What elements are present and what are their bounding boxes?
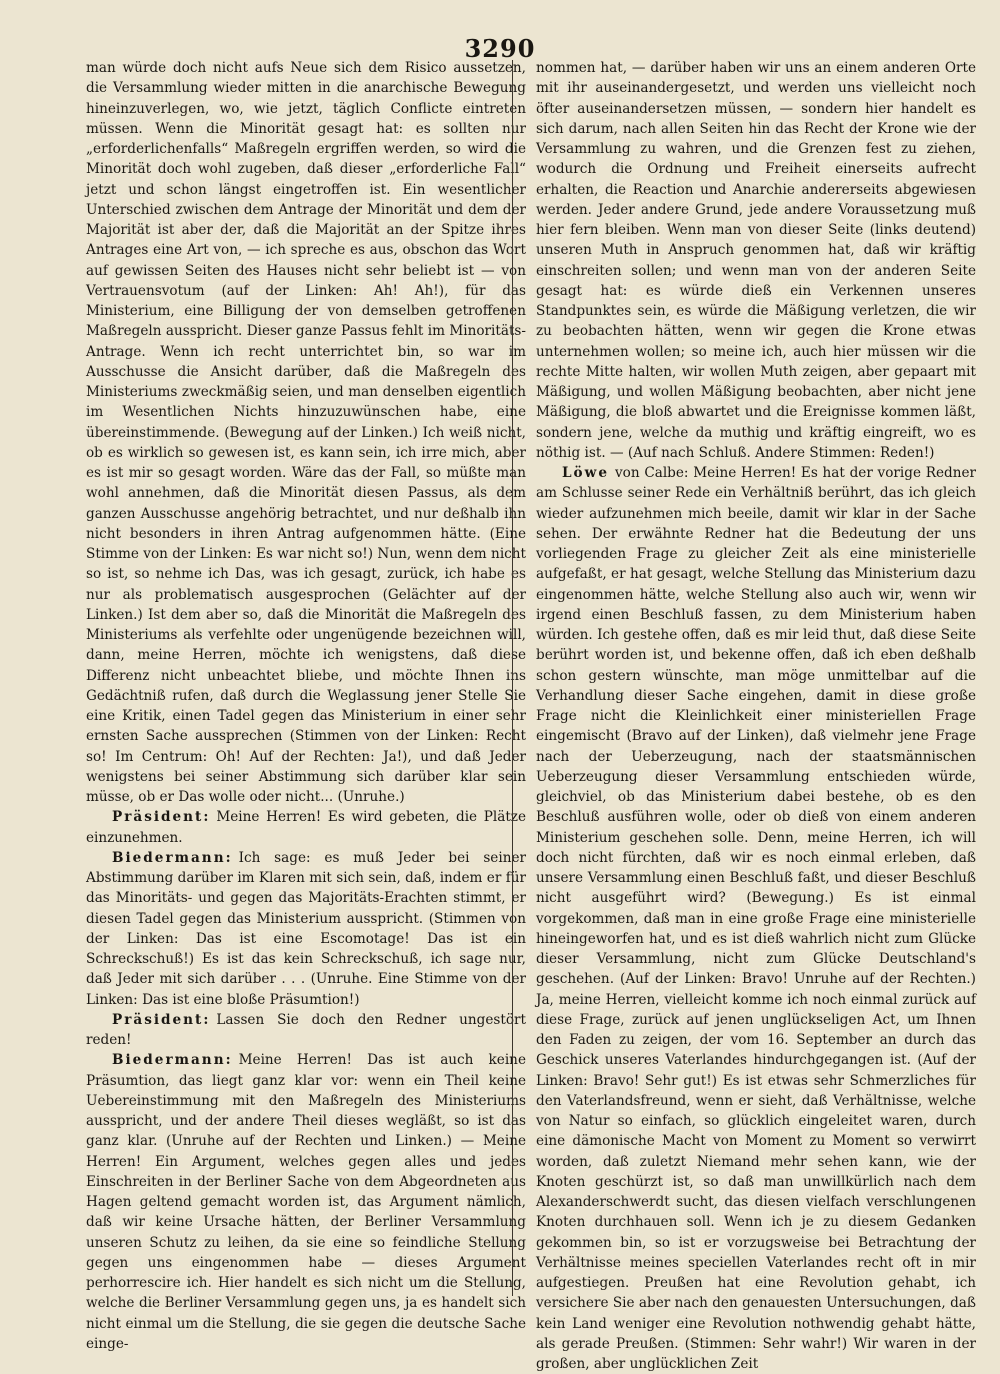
paragraph: nommen hat, — darüber haben wir uns an einem anderen Orte mit ihr auseinandergesetzt, und werden uns vielleicht noch öfter auseinandersetzen müssen, — sondern hier handelt es sich darum, nach allen Seiten hin das Recht der Krone wie der Versammlung zu wahren, und die Grenzen fest zu ziehen, wodurch die Ordnung und Freiheit einerseits aufrecht erhalten, die Reaction und Anarchie andererseits abgewiesen werden. Jeder andere Grund, jede andere Voraussetzung muß hier fern bleiben. Wenn man von dieser Seite (links deutend) unseren Muth in Anspruch genommen hat, daß wir kräftig einschreiten sollen; und wenn man von der anderen Seite gesagt hat: es würde dieß ein Verkennen unseres Standpunktes sein, es würde die Mäßigung verletzen, die wir zu beobachten hätten, wenn wir gegen die Krone etwas unternehmen wollen; so meine ich, auch hier müssen wir die rechte Mitte halten, wir wollen Muth zeigen, aber gepaart mit Mäßigung, und wollen Mäßigung beobachten, aber nicht jene Mäßigung, die bloß abwartet und die Ereignisse kommen läßt, sondern jene, welche da muthig und kräftig eingreift, wo es nöthig ist. — (Auf nach Schluß. Andere Stimmen: Reden!) [536,60,976,461]
speaker-name: Biedermann: [112,1052,233,1069]
column-divider [512,60,513,1296]
left-column [86,58,526,1354]
speaker-name: Löwe [562,465,609,481]
paragraph: man würde doch nicht aufs Neue sich dem Risico aussetzen, die Versammlung wieder mitten in die anarchische Bewegung hineinzuverlegen, wo, wie jetzt, täglich Conflicte eintreten müssen. Wenn die Minorität gesagt hat: es sollten nur „erforderlichenfalls“ Maßregeln ergriffen werden, so wird die Minorität doch wohl zugeben, daß dieser „erforderliche Fall“ jetzt und schon längst eingetroffen ist. Ein wesentlicher Unterschied zwischen dem Antrage der Minorität und dem der Majorität ist aber der, daß die Majorität an der Spitze ihres Antrages eine Art von, — ich spreche es aus, obschon das Wort auf gewissen Seiten des Hauses nicht sehr beliebt ist — von Vertrauensvotum (auf der Linken: Ah! Ah!), für das Ministerium, eine Billigung der von demselben getroffenen Maßregeln ausspricht. Dieser ganze Passus fehlt im Minoritäts-Antrage. Wenn ich recht unterrichtet bin, so war im Ausschusse die Ansicht darüber, daß die Maßregeln des Ministeriums zweckmäßig seien, und man denselben eigentlich im Wesentlichen Nichts hinzuzuwünschen habe, eine übereinstimmende. (Bewegung auf der Linken.) Ich weiß nicht, ob es wirklich so gewesen ist, es kann sein, ich irre mich, aber es ist mir so gesagt worden. Wäre das der Fall, so müßte man wohl annehmen, daß die Minorität diesen Passus, als dem ganzen Ausschusse angehörig betrachtet, und nur deßhalb ihn nicht besonders in ihren Antrag aufgenommen hätte. (Eine Stimme von der Linken: Es war nicht so!) Nun, wenn dem nicht so ist, so nehme ich Das, was ich gesagt, zurück, ich habe es nur als problematisch ausgesprochen (Gelächter auf der Linken.) Ist dem aber so, daß die Minorität die Maßregeln des Ministeriums als verfehlte oder ungenügende bezeichnen will, dann, meine Herren, möchte ich wenigstens, daß diese Differenz nicht unbeachtet bliebe, und möchte Ihnen ins Gedächtniß rufen, daß durch die Weglassung jener Stelle Sie eine Kritik, einen Tadel gegen das Ministerium in einer sehr ernsten Sache aussprechen (Stimmen von der Linken: Recht so! Im Centrum: Oh! Auf der Rechten: Ja!), und daß Jeder wenigstens bei seiner Abstimmung sich darüber klar sein müsse, ob er Das wolle oder nicht... (Unruhe.) [86,60,526,805]
speaker-name: Präsident: [112,1011,211,1028]
right-column [536,58,976,1374]
speech-paragraph: Biedermann: Meine Herren! Das ist auch keine Präsumtion, das liegt ganz klar vor: wenn ein Theil keine Uebereinstimmung mit den Maßregeln des Ministeriums ausspricht, und der andere Theil dieses wegläßt, so ist das ganz klar. (Unruhe auf der Rechten und Linken.) — Meine Herren! Ein Argument, welches gegen alles und jedes Einschreiten in der Berliner Sache von dem Abgeordneten aus Hagen geltend gemacht worden ist, das Argument nämlich, daß wir keine Ursache hätten, der Berliner Versammlung unseren Schutz zu leihen, da sie eine so feindliche Stellung gegen uns eingenommen habe — dieses Argument perhorrescire ich. Hier handelt es sich nicht um die Stellung, welche die Berliner Versammlung gegen uns, ja es handelt sich nicht einmal um die Stellung, die sie gegen die deutsche Sache einge- [86,1052,526,1352]
speech-paragraph: Löwe von Calbe: Meine Herren! Es hat der vorige Redner am Schlusse seiner Rede ein Verhältniß berührt, das ich gleich wieder aufzunehmen mich beeile, damit wir klar in der Sache sehen. Der erwähnte Redner hat die Bedeutung der uns vorliegenden Frage zu gleicher Zeit als eine ministerielle aufgefaßt, er hat gesagt, welche Stellung das Ministerium dazu eingenommen hätte, welche Stellung also auch wir, wenn wir irgend einen Beschluß fassen, zu dem Ministerium haben würden. Ich gestehe offen, daß es mir leid thut, daß diese Seite berührt worden ist, und bekenne offen, daß ich eben deßhalb schon gestern wünschte, man möge unmittelbar auf die Verhandlung dieser Sache eingehen, damit in diese große Frage nicht die Kleinlichkeit einer ministeriellen Frage eingemischt (Bravo auf der Linken), daß vielmehr jene Frage nach der Ueberzeugung, nach der staatsmännischen Ueberzeugung dieser Versammlung entschieden würde, gleichviel, ob das Ministerium dabei bestehe, ob es den Beschluß ausführen wolle, oder ob dieß von einem anderen Ministerium geschehen solle. Denn, meine Herren, ich will doch nicht fürchten, daß wir es noch einmal erleben, daß unsere Versammlung einen Beschluß faßt, und dieser Beschluß nicht ausgeführt wird? (Bewegung.) Es ist einmal vorgekommen, daß man in eine große Frage eine ministerielle hineingeworfen hat, und es ist dieß wahrlich nicht zum Glücke dieser Versammlung, nicht zum Glücke Deutschland's geschehen. (Auf der Linken: Bravo! Unruhe auf der Rechten.) Ja, meine Herren, vielleicht komme ich noch einmal zurück auf diese Frage, zurück auf jenen unglückseligen Act, um Ihnen den Faden zu zeigen, der vom 16. September an durch das Geschick unseres Vaterlandes hindurchgegangen ist. (Auf der Linken: Bravo! Sehr gut!) Es ist etwas sehr Schmerzliches für den Vaterlandsfreund, wenn er sieht, daß Verhältnisse, welche von Natur so einfach, so glücklich eingeleitet waren, durch eine dämonische Macht von Moment zu Moment so verwirrt worden, daß zuletzt Niemand mehr sehen kann, wie der Knoten geschürzt ist, so daß man unwillkürlich nach dem Alexanderschwerdt sucht, das diesen vielfach verschlungenen Knoten durchhauen soll. Wenn ich je zu diesem Gedanken gekommen bin, so ist er vorzugsweise bei Betrachtung der Verhältnisse meines speciellen Vaterlandes recht oft in mir aufgestiegen. Preußen hat eine Revolution gehabt, ich versichere Sie aber nach den genauesten Untersuchungen, daß kein Land weniger eine Revolution nothwendig gehabt hätte, als gerade Preußen. (Stimmen: Sehr wahr!) Wir waren in der großen, aber unglücklichen Zeit [536,465,976,1372]
speaker-name: Präsident: [112,809,211,826]
speech-paragraph: Präsident: Lassen Sie doch den Redner ungestört reden! [86,1011,526,1048]
speech-paragraph: Biedermann: Ich sage: es muß Jeder bei seiner Abstimmung darüber im Klaren mit sich sein, daß, indem er für das Minoritäts- und gegen das Majoritäts-Erachten stimmt, er diesen Tadel gegen das Ministerium ausspricht. (Stimmen von der Linken: Das ist eine Escomotage! Das ist ein Schreckschuß!) Es ist das kein Schreckschuß, ich sage nur, daß Jeder mit sich darüber . . . (Unruhe. Eine Stimme von der Linken: Das ist eine bloße Präsumtion!) [86,849,526,1008]
page-number: 3290 [464,34,536,63]
speaker-name: Biedermann: [112,849,233,866]
speech-paragraph: Präsident: Meine Herren! Es wird gebeten, die Plätze einzunehmen. [86,809,526,846]
